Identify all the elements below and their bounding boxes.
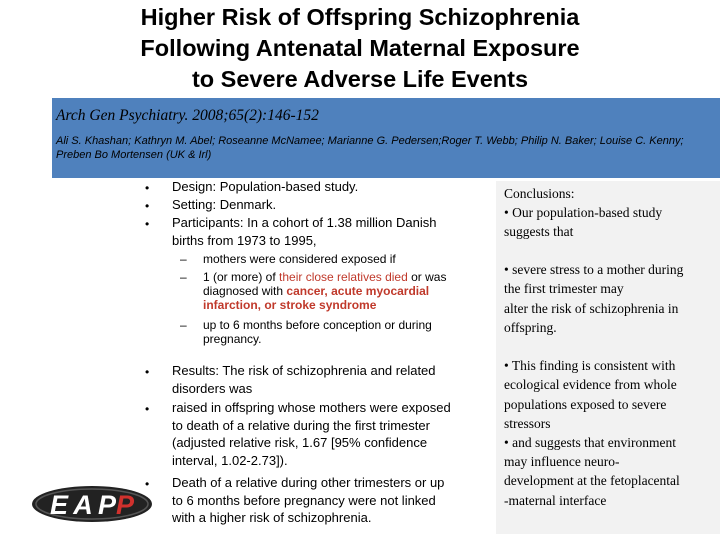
dash-1: – — [180, 252, 187, 266]
death-line-2: to 6 months before pregnancy were not linked — [172, 492, 436, 508]
setting-text: Denmark. — [216, 197, 277, 212]
bullet-participants: • — [145, 217, 150, 231]
conclusion-line-15: development at the fetoplacental — [504, 473, 680, 488]
bullet-results: • — [145, 365, 150, 379]
sub3-line-1: up to 6 months before conception or during — [203, 318, 432, 332]
conclusion-line-16: -maternal interface — [504, 493, 607, 508]
sub2-highlight-cancer: cancer, acute myocardial — [286, 284, 430, 299]
dash-2: – — [180, 270, 187, 284]
sub3-line-2: pregnancy. — [203, 332, 262, 347]
journal-citation: Arch Gen Psychiatry. 2008;65(2):146-152 — [56, 107, 319, 124]
results-item — [172, 362, 490, 397]
death-line-1: Death of a relative during other trimesters or up — [172, 475, 445, 490]
raised-line-3: (adjusted relative risk, 1.67 [95% confidence — [172, 435, 428, 450]
raised-line-1: raised in offspring whose mothers were exposed — [172, 400, 451, 415]
sub-item-2 — [203, 270, 493, 313]
setting-label: Setting: — [172, 197, 217, 212]
design-item — [172, 178, 490, 196]
participants-line-1: In a cohort of 1.38 million Danish — [243, 215, 437, 230]
title-line-1: Higher Risk of Offspring Schizophrenia — [140, 4, 580, 30]
conclusion-line-1: • Our population-based study — [504, 205, 663, 220]
sub2-highlight-infarction: infarction, or stroke syndrome — [203, 298, 377, 313]
sub2-text-d: diagnosed with — [203, 284, 287, 299]
title-line-3: to Severe Adverse Life Events — [191, 66, 529, 92]
conclusion-line-4: • severe stress to a mother during — [504, 262, 684, 277]
death-item — [172, 474, 490, 527]
title-line-2: Following Antenatal Maternal Exposure — [140, 35, 580, 61]
sub-item-3 — [203, 318, 493, 346]
bullet-death: • — [145, 477, 150, 491]
eapp-logo — [30, 484, 154, 524]
conclusion-line-6: alter the risk of schizophrenia in — [504, 301, 679, 316]
design-label: Design: — [172, 179, 217, 194]
conclusion-line-9: • This finding is consistent with — [504, 358, 676, 373]
design-text: Population-based study. — [216, 179, 359, 194]
sub2-highlight-died: their close relatives died — [279, 270, 408, 284]
conclusions-heading: Conclusions: — [504, 186, 575, 201]
logo-text-p: P — [116, 490, 135, 520]
results-line-2: disorders was — [172, 380, 253, 396]
sub-item-1: mothers were considered exposed if — [203, 252, 396, 266]
bullet-raised: • — [145, 402, 150, 416]
sub2-text-c: or was — [407, 270, 447, 284]
participants-line-2: births from 1973 to 1995, — [172, 232, 317, 248]
raised-item — [172, 399, 490, 469]
logo-text-eap: EAP — [50, 490, 116, 520]
dash-3: – — [180, 318, 187, 332]
setting-item — [172, 196, 490, 214]
conclusion-line-12: stressors — [504, 416, 551, 431]
conclusion-line-7: offspring. — [504, 320, 557, 335]
conclusion-line-2: suggests that — [504, 224, 574, 239]
author-list: Ali S. Khashan; Kathryn M. Abel; Roseanne McNamee; Marianne G. Pedersen;Roger T. Webb; Philip N. Baker; Louise C. Kenny; Preben Bo Mortensen (UK & Irl) — [56, 135, 684, 161]
bullet-design: • — [145, 181, 150, 195]
conclusion-line-10: ecological evidence from whole — [504, 377, 677, 392]
raised-line-4: interval, 1.02-2.73]). — [172, 452, 288, 468]
sub2-text-a: 1 (or more) of — [203, 270, 280, 284]
results-line-1: The risk of schizophrenia and related — [218, 363, 436, 378]
bullet-setting: • — [145, 199, 150, 213]
raised-line-2: to death of a relative during the first trimester — [172, 417, 430, 433]
conclusion-line-13: • and suggests that environment — [504, 435, 676, 450]
participants-label: Participants: — [172, 215, 244, 230]
conclusion-line-14: may influence neuro- — [504, 454, 620, 469]
conclusion-line-5: the first trimester may — [504, 281, 624, 296]
slide-title — [0, 2, 720, 95]
participants-item — [172, 214, 490, 249]
death-line-3: with a higher risk of schizophrenia. — [172, 510, 372, 525]
results-label: Results: — [172, 363, 219, 378]
conclusion-line-11: populations exposed to severe — [504, 397, 667, 412]
